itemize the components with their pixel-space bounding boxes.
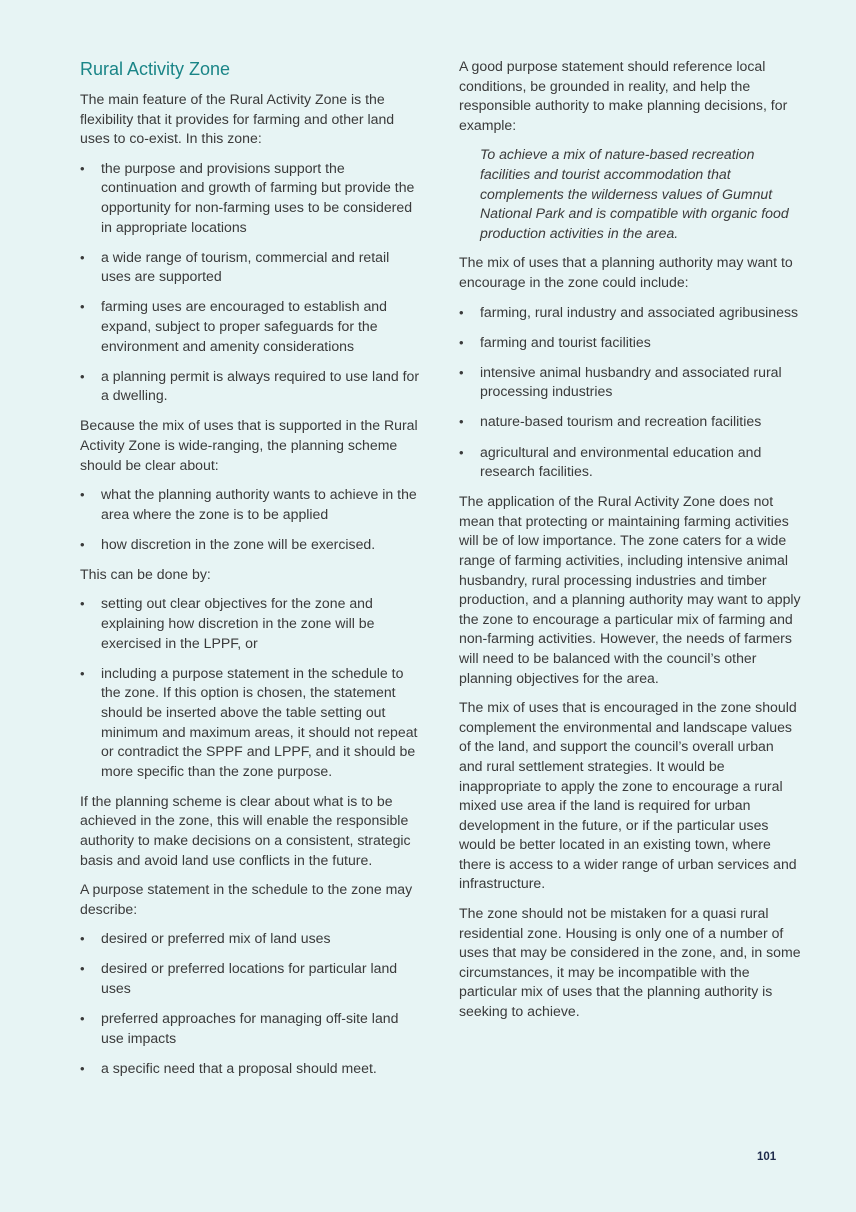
list-item: • desired or preferred locations for particular land uses: [80, 959, 422, 998]
zone-features-list: [80, 159, 422, 406]
paragraph: This can be done by:: [80, 565, 211, 582]
right-column: [459, 57, 801, 1032]
list-item: • a wide range of tourism, commercial and retail uses are supported: [80, 248, 422, 287]
paragraph: The application of the Rural Activity Zone does not mean that protecting or maintaining farming activities will be of low importance. The zone caters for a wide range of farming activities, including intensive animal husbandry, rural processing industries and timber production, and a planning authority may want to apply the zone to encourage a particular mix of farming and non-farming activities. However, the needs of farmers will need to be balanced with the council’s other planning objectives for the area.: [459, 493, 801, 686]
paragraph: The zone should not be mistaken for a quasi rural residential zone. Housing is only one of a number of uses that may be considered in the zone, and, in some circumstances, it may be incompatible with the particular mix of uses that the planning authority is seeking to achieve.: [459, 905, 801, 1020]
page-number: 101: [757, 1151, 777, 1163]
methods-list: [80, 594, 422, 781]
paragraph: A purpose statement in the schedule to the zone may describe:: [80, 881, 413, 917]
list-item: • farming, rural industry and associated agribusiness: [459, 303, 801, 323]
list-item: • agricultural and environmental education and research facilities.: [459, 443, 801, 482]
list-item: • including a purpose statement in the schedule to the zone. If this option is chosen, the statement should be inserted above the table setting out minimum and maximum areas, it should not repeat or contradict the SPPF and LPPF, and it should be more specific than the zone purpose.: [80, 664, 422, 782]
uses-list: [459, 303, 801, 482]
list-item: • desired or preferred mix of land uses: [80, 929, 422, 949]
list-item: • a specific need that a proposal should meet.: [80, 1059, 422, 1079]
left-column: [80, 57, 422, 1089]
list-item: • how discretion in the zone will be exercised.: [80, 535, 422, 555]
list-item: • farming uses are encouraged to establish and expand, subject to proper safeguards for the environment and amenity considerations: [80, 297, 422, 356]
list-item: • preferred approaches for managing off-site land use impacts: [80, 1009, 422, 1048]
example-quote: To achieve a mix of nature-based recreation facilities and tourist accommodation that complements the wilderness values of Gumnut National Park and is compatible with organic food production activities in the area.: [480, 146, 789, 241]
list-item: • the purpose and provisions support the continuation and growth of farming but provide the opportunity for non-farming uses to be considered in appropriate locations: [80, 159, 422, 237]
list-item: • nature-based tourism and recreation facilities: [459, 412, 801, 432]
list-item: • farming and tourist facilities: [459, 333, 801, 353]
clarity-list: [80, 485, 422, 554]
list-item: • what the planning authority wants to achieve in the area where the zone is to be applied: [80, 485, 422, 524]
paragraph: The mix of uses that a planning authority may want to encourage in the zone could include:: [459, 254, 793, 290]
list-item: • setting out clear objectives for the zone and explaining how discretion in the zone will be exercised in the LPPF, or: [80, 594, 422, 653]
list-item: • intensive animal husbandry and associated rural processing industries: [459, 363, 801, 402]
paragraph: If the planning scheme is clear about what is to be achieved in the zone, this will enable the responsible authority to make decisions on a consistent, strategic basis and avoid land use conflicts in the future.: [80, 792, 411, 868]
section-heading: Rural Activity Zone: [80, 59, 231, 79]
intro-paragraph: The main feature of the Rural Activity Zone is the flexibility that it provides for farming and other land uses to co-exist. In this zone:: [80, 91, 395, 147]
paragraph: The mix of uses that is encouraged in the zone should complement the environmental and landscape values of the land, and support the council’s overall urban and rural settlement strategies. It would be inappropriate to apply the zone to encourage a rural mixed use area if the land is required for urban development in the future, or if the particular uses would be better located in an existing town, where there is access to a wider range of urban services and infrastructure.: [459, 699, 797, 892]
paragraph: Because the mix of uses that is supported in the Rural Activity Zone is wide-ranging, the planning scheme should be clear about:: [80, 417, 418, 473]
paragraph: A good purpose statement should reference local conditions, be grounded in reality, and help the responsible authority to make planning decisions, for example:: [459, 58, 788, 133]
list-item: • a planning permit is always required to use land for a dwelling.: [80, 367, 422, 406]
purpose-statement-list: [80, 929, 422, 1078]
